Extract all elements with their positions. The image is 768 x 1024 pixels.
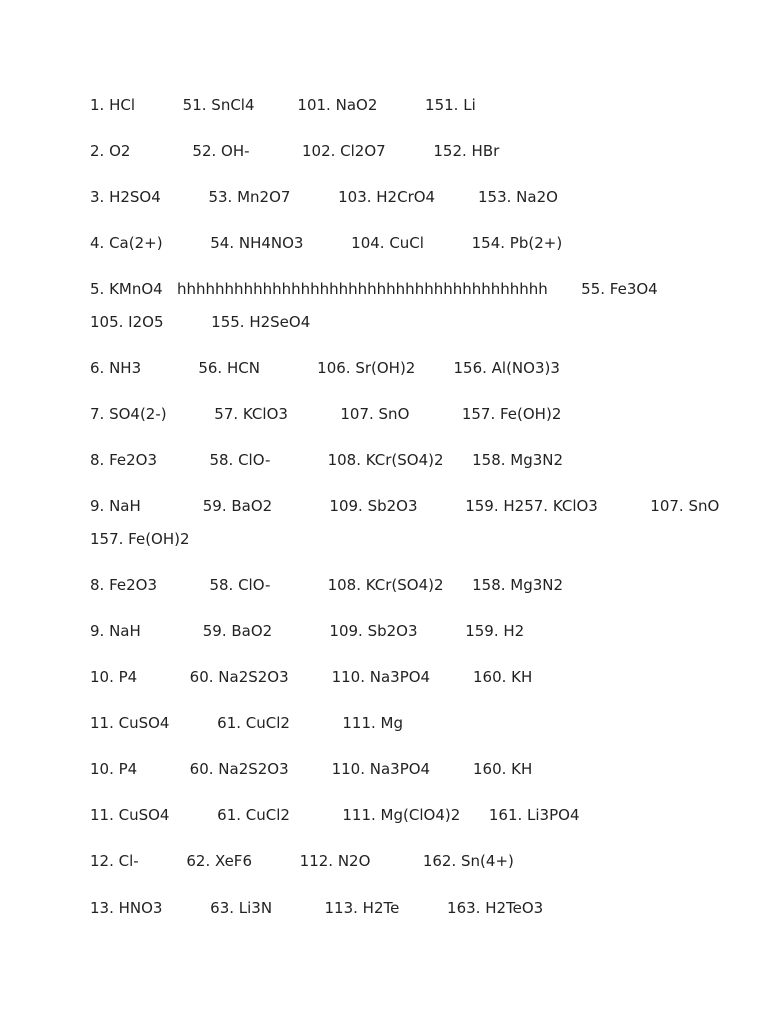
text-line-19: 13. HNO3 63. Li3N 113. H2Te 163. H2TeO3 [90,899,544,917]
text-line-18: 12. Cl- 62. XeF6 112. N2O 162. Sn(4+) [90,852,514,870]
text-line-3: 3. H2SO4 53. Mn2O7 103. H2CrO4 153. Na2O [90,188,558,206]
text-line-5: 5. KMnO4 hhhhhhhhhhhhhhhhhhhhhhhhhhhhhhhhhhhhhhh 55. Fe3O4 [90,280,658,298]
text-line-9: 8. Fe2O3 58. ClO- 108. KCr(SO4)2 158. Mg3N2 [90,451,564,469]
text-line-15: 11. CuSO4 61. CuCl2 111. Mg [90,714,404,732]
text-line-7: 6. NH3 56. HCN 106. Sr(OH)2 156. Al(NO3)3 [90,359,560,377]
text-line-6: 105. I2O5 155. H2SeO4 [90,313,311,331]
text-line-13: 9. NaH 59. BaO2 109. Sb2O3 159. H2 [90,622,525,640]
text-line-17: 11. CuSO4 61. CuCl2 111. Mg(ClO4)2 161. Li3PO4 [90,806,580,824]
text-line-2: 2. O2 52. OH- 102. Cl2O7 152. HBr [90,142,500,160]
text-line-8: 7. SO4(2-) 57. KClO3 107. SnO 157. Fe(OH)2 [90,405,562,423]
text-line-1: 1. HCl 51. SnCl4 101. NaO2 151. Li [90,96,476,114]
text-line-14: 10. P4 60. Na2S2O3 110. Na3PO4 160. KH [90,668,533,686]
text-line-12: 8. Fe2O3 58. ClO- 108. KCr(SO4)2 158. Mg3N2 [90,576,564,594]
text-line-10: 9. NaH 59. BaO2 109. Sb2O3 159. H257. KClO3 107. SnO [90,497,720,515]
text-line-16: 10. P4 60. Na2S2O3 110. Na3PO4 160. KH [90,760,533,778]
text-line-4: 4. Ca(2+) 54. NH4NO3 104. CuCl 154. Pb(2+) [90,234,563,252]
text-line-11: 157. Fe(OH)2 [90,530,190,548]
